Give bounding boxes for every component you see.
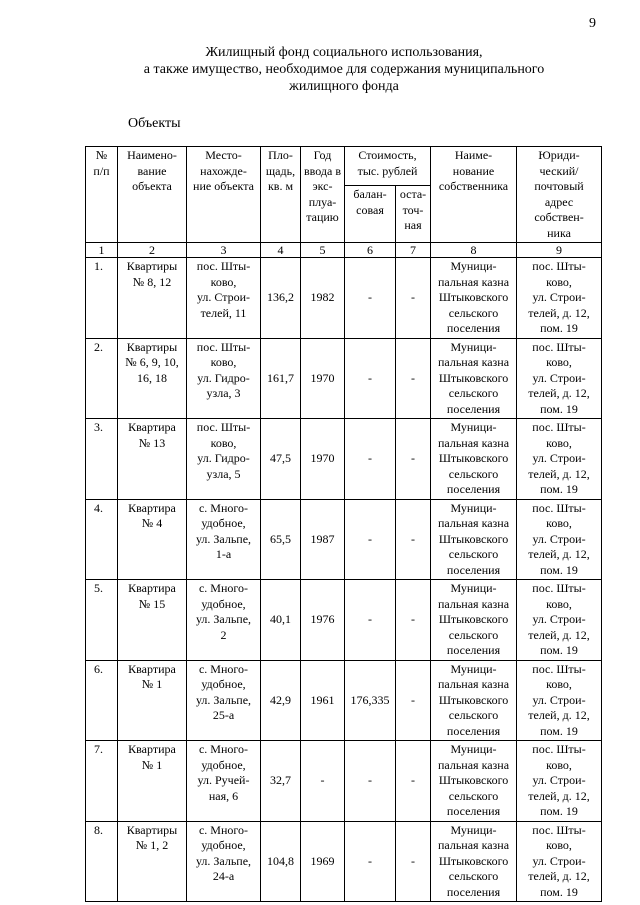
cell-num: 7. bbox=[86, 741, 118, 822]
cell-line: № 1 bbox=[141, 677, 163, 691]
cell-line: вание bbox=[137, 163, 167, 178]
cell-line: пос. Шты- bbox=[532, 822, 586, 837]
header-name bbox=[118, 147, 187, 243]
cell-line: почтовый bbox=[534, 179, 584, 193]
cell-line: № 1, 2 bbox=[135, 838, 169, 852]
cell-residual: - bbox=[396, 660, 431, 741]
cell-residual: - bbox=[396, 419, 431, 500]
cell-num: 5. bbox=[86, 580, 118, 661]
column-number: 5 bbox=[301, 243, 345, 258]
cell-line: поселения bbox=[446, 321, 501, 335]
table-header-row bbox=[86, 147, 602, 186]
cell-line: ково, bbox=[210, 435, 237, 450]
cell-line: удобное, bbox=[201, 757, 246, 772]
cell-line: Штыковского bbox=[438, 612, 509, 626]
cell-area: 32,7 bbox=[261, 741, 301, 822]
cell-name bbox=[118, 660, 187, 741]
cell-line: ул. Строи- bbox=[532, 853, 586, 868]
cell-line: адрес bbox=[544, 194, 574, 209]
cell-line: ково, bbox=[546, 435, 572, 450]
header-address bbox=[517, 147, 602, 243]
cell-line: пальная казна bbox=[437, 838, 510, 852]
cell-line: Наимено- bbox=[127, 148, 177, 162]
cell-line: № 15 bbox=[138, 596, 166, 611]
cell-line: нахожде- bbox=[200, 163, 247, 178]
cell-year: 1970 bbox=[301, 419, 345, 500]
table-row bbox=[86, 741, 602, 822]
cell-line: ул. Строи- bbox=[532, 612, 586, 626]
cell-line: Квартира bbox=[128, 500, 176, 515]
cell-residual: - bbox=[396, 580, 431, 661]
cell-line: 1-а bbox=[215, 547, 232, 561]
cell-year: 1976 bbox=[301, 580, 345, 661]
cell-line: пос. Шты- bbox=[532, 742, 586, 756]
cell-line: балан- bbox=[353, 187, 387, 202]
column-number: 4 bbox=[261, 243, 301, 258]
cell-name bbox=[118, 741, 187, 822]
cell-line: щадь, bbox=[265, 163, 296, 178]
cell-line: Муници- bbox=[450, 661, 497, 676]
header-year bbox=[301, 147, 345, 243]
cell-num: 4. bbox=[86, 499, 118, 580]
cell-line: оста- bbox=[399, 187, 427, 202]
cell-num: 6. bbox=[86, 660, 118, 741]
cell-line: пальная казна bbox=[437, 355, 510, 369]
cell-line: пос. Шты- bbox=[532, 259, 586, 273]
table-row bbox=[86, 660, 602, 741]
cell-owner bbox=[431, 499, 517, 580]
cell-line: пос. Шты- bbox=[196, 420, 251, 434]
column-number: 8 bbox=[431, 243, 517, 258]
cell-line: ул. Зальпе, bbox=[195, 612, 252, 626]
cell-line: пальная казна bbox=[437, 516, 510, 530]
cell-residual: - bbox=[396, 338, 431, 419]
cell-line: ул. Зальпе, bbox=[195, 692, 252, 707]
cell-line: Штыковского bbox=[438, 531, 509, 546]
cell-line: ул. Строи- bbox=[532, 531, 586, 546]
cell-line: ково, bbox=[546, 596, 572, 611]
cell-line: удобное, bbox=[201, 677, 246, 691]
cell-line: сельского bbox=[448, 788, 499, 803]
cell-line: сельского bbox=[448, 547, 499, 561]
cell-line: собствен- bbox=[534, 210, 584, 224]
cell-location bbox=[187, 338, 261, 419]
cell-line: плуа- bbox=[308, 194, 337, 209]
cell-line: ул. Строи- bbox=[196, 290, 251, 304]
cell-address bbox=[517, 338, 602, 419]
cell-line: Квартиры bbox=[126, 339, 178, 354]
cell-line: пальная казна bbox=[437, 274, 510, 289]
cell-name bbox=[118, 419, 187, 500]
cell-line: пом. 19 bbox=[540, 643, 578, 657]
cell-line: ние объекта bbox=[193, 179, 254, 193]
cell-line: Штыковского bbox=[438, 290, 509, 304]
cell-line: ул. Ручей- bbox=[197, 773, 250, 787]
cell-line: ул. Гидро- bbox=[197, 370, 250, 385]
cell-address bbox=[517, 499, 602, 580]
cell-line: с. Много- bbox=[198, 742, 249, 756]
cell-line: поселения bbox=[446, 804, 501, 818]
cell-balance: - bbox=[345, 741, 396, 822]
cell-line: пальная казна bbox=[437, 677, 510, 691]
header-owner bbox=[431, 147, 517, 243]
cell-line: 24-а bbox=[212, 869, 235, 883]
cell-year: 1982 bbox=[301, 258, 345, 339]
cell-line: ково, bbox=[546, 516, 572, 530]
cell-line: Муници- bbox=[450, 259, 497, 273]
cell-area: 65,5 bbox=[261, 499, 301, 580]
cell-line: ково, bbox=[546, 838, 572, 852]
column-number: 6 bbox=[345, 243, 396, 258]
cell-line: точ- bbox=[402, 202, 424, 217]
cell-line: с. Много- bbox=[198, 822, 249, 837]
cell-owner bbox=[431, 580, 517, 661]
cell-line: с. Много- bbox=[198, 661, 249, 676]
section-heading: Объекты bbox=[128, 116, 181, 131]
cell-line: ково, bbox=[546, 757, 572, 772]
cell-owner bbox=[431, 660, 517, 741]
cell-line: Муници- bbox=[450, 581, 497, 595]
cell-line: телей, 11 bbox=[200, 305, 247, 320]
cell-line: узла, 3 bbox=[206, 386, 241, 400]
cell-line: сельского bbox=[448, 466, 499, 481]
cell-line: № 1 bbox=[141, 757, 163, 772]
cell-line: ул. Строи- bbox=[532, 451, 586, 465]
cell-line: Квартира bbox=[128, 742, 176, 756]
cell-owner bbox=[431, 258, 517, 339]
cell-area: 136,2 bbox=[261, 258, 301, 339]
cell-location bbox=[187, 419, 261, 500]
cell-name bbox=[118, 580, 187, 661]
cell-line: № 6, 9, 10, bbox=[125, 355, 179, 369]
column-number: 3 bbox=[187, 243, 261, 258]
cell-line: ника bbox=[547, 225, 571, 240]
cell-area: 104,8 bbox=[261, 821, 301, 902]
cell-line: № 8, 12 bbox=[132, 274, 172, 289]
cell-location bbox=[187, 258, 261, 339]
table-row bbox=[86, 258, 602, 339]
cell-line: поселения bbox=[446, 723, 501, 738]
cell-line: ул. Строи- bbox=[532, 773, 586, 787]
cell-line: поселения bbox=[446, 401, 501, 416]
cell-line: пос. Шты- bbox=[532, 581, 586, 595]
cell-line: Место- bbox=[205, 148, 242, 162]
cell-residual: - bbox=[396, 741, 431, 822]
header-cost bbox=[345, 147, 431, 186]
table-row bbox=[86, 580, 602, 661]
cell-residual: - bbox=[396, 258, 431, 339]
cell-location bbox=[187, 499, 261, 580]
cell-address bbox=[517, 821, 602, 902]
cell-line: ческий/ bbox=[539, 163, 579, 178]
cell-line: поселения bbox=[446, 562, 501, 577]
cell-year: 1987 bbox=[301, 499, 345, 580]
cell-num: 8. bbox=[86, 821, 118, 902]
cell-line: ввода в bbox=[303, 163, 341, 178]
table-row bbox=[86, 419, 602, 500]
cell-line: ул. Строи- bbox=[532, 290, 586, 304]
cell-line: поселения bbox=[446, 643, 501, 657]
cell-location bbox=[187, 660, 261, 741]
cell-line: тацию bbox=[306, 210, 339, 224]
cell-line: сельского bbox=[448, 386, 499, 400]
cell-line: объекта bbox=[132, 179, 172, 193]
cell-line: телей, д. 12, bbox=[528, 466, 590, 481]
cell-line: телей, д. 12, bbox=[528, 788, 590, 803]
cell-line: пос. Шты- bbox=[532, 661, 586, 676]
cell-line: сельского bbox=[448, 869, 499, 883]
cell-line: пом. 19 bbox=[540, 401, 578, 416]
cell-line: пальная казна bbox=[437, 435, 510, 450]
cell-address bbox=[517, 580, 602, 661]
cell-line: телей, д. 12, bbox=[528, 547, 590, 561]
column-number: 1 bbox=[86, 243, 118, 258]
cell-line: Квартира bbox=[128, 420, 176, 434]
table-row bbox=[86, 338, 602, 419]
cell-line: ная bbox=[404, 218, 422, 233]
cell-line: Муници- bbox=[450, 742, 497, 756]
cell-line: пос. Шты- bbox=[532, 500, 586, 515]
table-row bbox=[86, 499, 602, 580]
cell-line: Год bbox=[313, 148, 332, 162]
cell-name bbox=[118, 499, 187, 580]
cell-owner bbox=[431, 338, 517, 419]
cell-name bbox=[118, 821, 187, 902]
column-number: 7 bbox=[396, 243, 431, 258]
cell-line: пом. 19 bbox=[540, 562, 578, 577]
cell-line: нование bbox=[452, 163, 495, 178]
cell-line: пос. Шты- bbox=[196, 339, 251, 354]
cell-owner bbox=[431, 741, 517, 822]
cell-line: собственника bbox=[438, 179, 509, 193]
cell-line: сельского bbox=[448, 708, 499, 722]
cell-line: 16, 18 bbox=[137, 370, 167, 385]
cell-balance: - bbox=[345, 821, 396, 902]
cell-line: телей, д. 12, bbox=[528, 386, 590, 400]
cell-balance: - bbox=[345, 258, 396, 339]
cell-address bbox=[517, 660, 602, 741]
header-area bbox=[261, 147, 301, 243]
header-num bbox=[86, 147, 118, 243]
title-line: а также имущество, необходимое для содержания муниципального bbox=[143, 62, 545, 77]
cell-name bbox=[118, 258, 187, 339]
cell-line: ул. Зальпе, bbox=[195, 531, 252, 546]
title-line: жилищного фонда bbox=[289, 79, 399, 94]
cell-line: поселения bbox=[446, 884, 501, 899]
cell-line: с. Много- bbox=[198, 581, 249, 595]
cell-area: 40,1 bbox=[261, 580, 301, 661]
column-number: 9 bbox=[517, 243, 602, 258]
cell-line: Квартира bbox=[128, 661, 176, 676]
document-title bbox=[84, 44, 604, 95]
cell-line: тыс. рублей bbox=[357, 163, 418, 178]
cell-line: совая bbox=[356, 202, 384, 217]
cell-num: 1. bbox=[86, 258, 118, 339]
cell-line: удобное, bbox=[201, 596, 246, 611]
cell-area: 42,9 bbox=[261, 660, 301, 741]
objects-table bbox=[85, 146, 602, 902]
cell-name bbox=[118, 338, 187, 419]
cell-line: Штыковского bbox=[438, 692, 509, 707]
cell-line: пос. Шты- bbox=[532, 339, 586, 354]
cell-line: удобное, bbox=[201, 838, 246, 852]
cell-line: сельского bbox=[448, 305, 499, 320]
cell-line: поселения bbox=[446, 482, 501, 496]
cell-line: ково, bbox=[210, 355, 237, 369]
cell-line: Наиме- bbox=[454, 148, 493, 162]
cell-line: № bbox=[95, 148, 108, 162]
title-line: Жилищный фонд социального использования, bbox=[205, 45, 483, 60]
cell-owner bbox=[431, 821, 517, 902]
cell-num: 2. bbox=[86, 338, 118, 419]
cell-line: телей, д. 12, bbox=[528, 869, 590, 883]
cell-line: пом. 19 bbox=[540, 321, 578, 335]
cell-line: 2 bbox=[220, 627, 227, 642]
cell-balance: - bbox=[345, 419, 396, 500]
cell-balance: - bbox=[345, 580, 396, 661]
cell-address bbox=[517, 419, 602, 500]
cell-line: пос. Шты- bbox=[196, 259, 251, 273]
cell-area: 47,5 bbox=[261, 419, 301, 500]
cell-balance: - bbox=[345, 499, 396, 580]
cell-line: Юриди- bbox=[538, 148, 580, 162]
cell-line: Штыковского bbox=[438, 773, 509, 787]
cell-year: 1969 bbox=[301, 821, 345, 902]
cell-line: 25-а bbox=[212, 708, 235, 722]
cell-line: Квартиры bbox=[126, 259, 178, 273]
cell-line: ная, 6 bbox=[208, 788, 239, 803]
cell-line: ул. Гидро- bbox=[197, 451, 250, 465]
cell-line: пос. Шты- bbox=[532, 420, 586, 434]
cell-line: пальная казна bbox=[437, 596, 510, 611]
cell-line: ково, bbox=[546, 274, 572, 289]
cell-year: 1970 bbox=[301, 338, 345, 419]
cell-line: ково, bbox=[210, 274, 237, 289]
cell-line: Муници- bbox=[450, 500, 497, 515]
cell-line: пом. 19 bbox=[540, 482, 578, 496]
cell-owner bbox=[431, 419, 517, 500]
cell-line: ул. Зальпе, bbox=[195, 853, 252, 868]
cell-line: пом. 19 bbox=[540, 884, 578, 899]
cell-line: Пло- bbox=[268, 148, 293, 162]
cell-line: Квартира bbox=[128, 581, 176, 595]
header-balance bbox=[345, 186, 396, 243]
cell-line: Стоимость, bbox=[358, 148, 417, 162]
page-number: 9 bbox=[589, 16, 596, 31]
cell-line: ул. Строи- bbox=[532, 692, 586, 707]
cell-year: 1961 bbox=[301, 660, 345, 741]
cell-num: 3. bbox=[86, 419, 118, 500]
cell-line: сельского bbox=[448, 627, 499, 642]
cell-line: ул. Строи- bbox=[532, 370, 586, 385]
cell-address bbox=[517, 741, 602, 822]
cell-line: Муници- bbox=[450, 339, 497, 354]
column-numbers-row bbox=[86, 243, 602, 258]
cell-line: с. Много- bbox=[198, 500, 249, 515]
cell-line: телей, д. 12, bbox=[528, 708, 590, 722]
cell-line: п/п bbox=[93, 163, 110, 178]
table-row bbox=[86, 821, 602, 902]
cell-line: пальная казна bbox=[437, 757, 510, 772]
cell-location bbox=[187, 580, 261, 661]
column-number: 2 bbox=[118, 243, 187, 258]
cell-line: удобное, bbox=[201, 516, 246, 530]
cell-line: Штыковского bbox=[438, 451, 509, 465]
header-residual bbox=[396, 186, 431, 243]
cell-line: экс- bbox=[312, 179, 333, 193]
cell-location bbox=[187, 741, 261, 822]
cell-residual: - bbox=[396, 821, 431, 902]
cell-line: Квартиры bbox=[126, 822, 178, 837]
header-location bbox=[187, 147, 261, 243]
cell-balance: - bbox=[345, 338, 396, 419]
cell-line: телей, д. 12, bbox=[528, 627, 590, 642]
cell-line: Муници- bbox=[450, 822, 497, 837]
cell-residual: - bbox=[396, 499, 431, 580]
cell-line: ково, bbox=[546, 355, 572, 369]
cell-line: Муници- bbox=[450, 420, 497, 434]
cell-line: телей, д. 12, bbox=[528, 305, 590, 320]
cell-line: кв. м bbox=[267, 179, 294, 193]
cell-address bbox=[517, 258, 602, 339]
cell-line: Штыковского bbox=[438, 370, 509, 385]
cell-year: - bbox=[301, 741, 345, 822]
cell-area: 161,7 bbox=[261, 338, 301, 419]
cell-location bbox=[187, 821, 261, 902]
cell-line: пом. 19 bbox=[540, 723, 578, 738]
cell-line: Штыковского bbox=[438, 853, 509, 868]
cell-line: № 4 bbox=[141, 516, 163, 530]
cell-balance: 176,335 bbox=[345, 660, 396, 741]
cell-line: узла, 5 bbox=[206, 466, 241, 481]
cell-line: ково, bbox=[546, 677, 572, 691]
table-body bbox=[86, 258, 602, 902]
cell-line: № 13 bbox=[138, 435, 166, 450]
cell-line: пом. 19 bbox=[540, 804, 578, 818]
